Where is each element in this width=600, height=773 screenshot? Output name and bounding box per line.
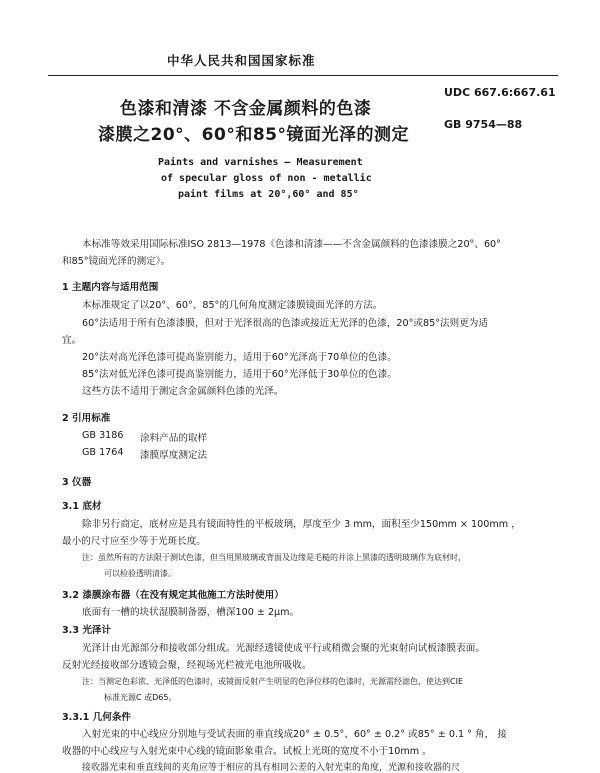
paragraph-line: 反射光经接收部分透镜会聚，经视场光栏被光电池所吸收。 xyxy=(62,660,312,671)
reference-name: 漆膜厚度测定法 xyxy=(140,450,208,461)
udc-code: UDC 667.6:667.61 xyxy=(444,86,556,99)
section-3-3-heading: 3.3 光泽计 xyxy=(62,625,112,636)
section-1-heading: 1 主题内容与适用范围 xyxy=(62,282,159,293)
note-line: 注：虽然所有的方法限于测试色漆，但当用黑玻璃或背面及边缘是毛糙的并涂上黑漆的透明玻璃作为底材时， xyxy=(82,553,466,562)
paragraph-line: 60°法适用于所有色漆漆膜，但对于光泽很高的色漆或接近无光泽的色漆，20°或85°法则更为适 xyxy=(82,318,488,329)
note-line: 可以检验透明清漆。 xyxy=(104,569,176,578)
title-en-line2: of specular gloss of non - metallic xyxy=(161,173,372,184)
paragraph-line: 收器的中心线应与入射光束中心线的镜面影象重合。试板上光斑的宽度不小于10mm 。 xyxy=(62,746,432,757)
reference-code: GB 1764 xyxy=(82,447,124,458)
section-3-1-heading: 3.1 底材 xyxy=(62,501,102,512)
paragraph-line: 光泽计由光源部分和接收部分组成。光源经透镜使成平行或稍微会聚的光束射向试板漆膜表面。 xyxy=(82,643,485,654)
title-en-line1: Paints and varnishes — Measurement xyxy=(158,157,363,168)
title-cn-line2: 漆膜之20°、60°和85°镜面光泽的测定 xyxy=(98,125,409,145)
title-cn-line1: 色漆和清漆 不含金属颜料的色漆 xyxy=(120,99,372,119)
paragraph-line: 85°法对低光泽色漆可提高鉴别能力，适用于60°光泽低于30单位的色漆。 xyxy=(82,369,397,380)
paragraph-line: 除非另行商定，底材应是具有镜面特性的平板玻璃，厚度至少 3 mm，面积至少150mm × 100mm ， xyxy=(82,519,521,530)
note-line: 标准光源C 或D65。 xyxy=(104,693,177,702)
paragraph-line: 本标准规定了以20°、60°、85°的几何角度测定漆膜镜面光泽的方法。 xyxy=(82,300,383,311)
header-divider xyxy=(48,75,558,76)
paragraph-line: 底面有一槽的块状湿膜制备器，槽深100 ± 2μm。 xyxy=(82,607,300,618)
paragraph-line: 接收器光束和垂直线间的夹角应等于相应的具有相同公差的入射光束的角度，光源和接收器的尺 xyxy=(82,763,461,773)
reference-code: GB 3186 xyxy=(82,430,124,441)
intro-line: 和85°镜面光泽的测定》。 xyxy=(62,256,171,267)
paragraph-line: 最小的尺寸应至少等于光斑长度。 xyxy=(62,536,206,547)
paragraph-line: 20°法对高光泽色漆可提高鉴别能力，适用于60°光泽高于70单位的色漆。 xyxy=(82,352,397,363)
intro-line: 本标准等效采用国际标准ISO 2813—1978《色漆和清漆——不含金属颜料的色漆漆膜之20°、60° xyxy=(82,239,501,250)
gb-code: GB 9754—88 xyxy=(444,118,523,131)
section-3-2-heading: 3.2 漆膜涂布器（在没有规定其他施工方法时使用） xyxy=(62,590,284,601)
section-3-3-1-heading: 3.3.1 几何条件 xyxy=(62,712,132,723)
page-header-title: 中华人民共和国国家标准 xyxy=(167,53,316,68)
title-en-line3: paint films at 20°,60° and 85° xyxy=(178,189,359,200)
reference-name: 涂料产品的取样 xyxy=(140,433,208,444)
paragraph-line: 入射光束的中心线应分别地与受试表面的垂直线成20° ± 0.5°、60° ± 0.2° 或85° ± 0.1 ° 角， 接 xyxy=(82,729,507,740)
note-line: 注：当测定色彩浓、光泽低的色漆时，或镜面反射产生明显的色泽位移的色漆时，光源需经滤色，使达到CIE xyxy=(82,677,463,686)
section-2-heading: 2 引用标准 xyxy=(62,413,111,424)
paragraph-line: 这些方法不适用于测定含金属颜料色漆的光泽。 xyxy=(82,386,284,397)
paragraph-line: 宜。 xyxy=(62,335,82,346)
section-3-heading: 3 仪器 xyxy=(62,477,92,488)
